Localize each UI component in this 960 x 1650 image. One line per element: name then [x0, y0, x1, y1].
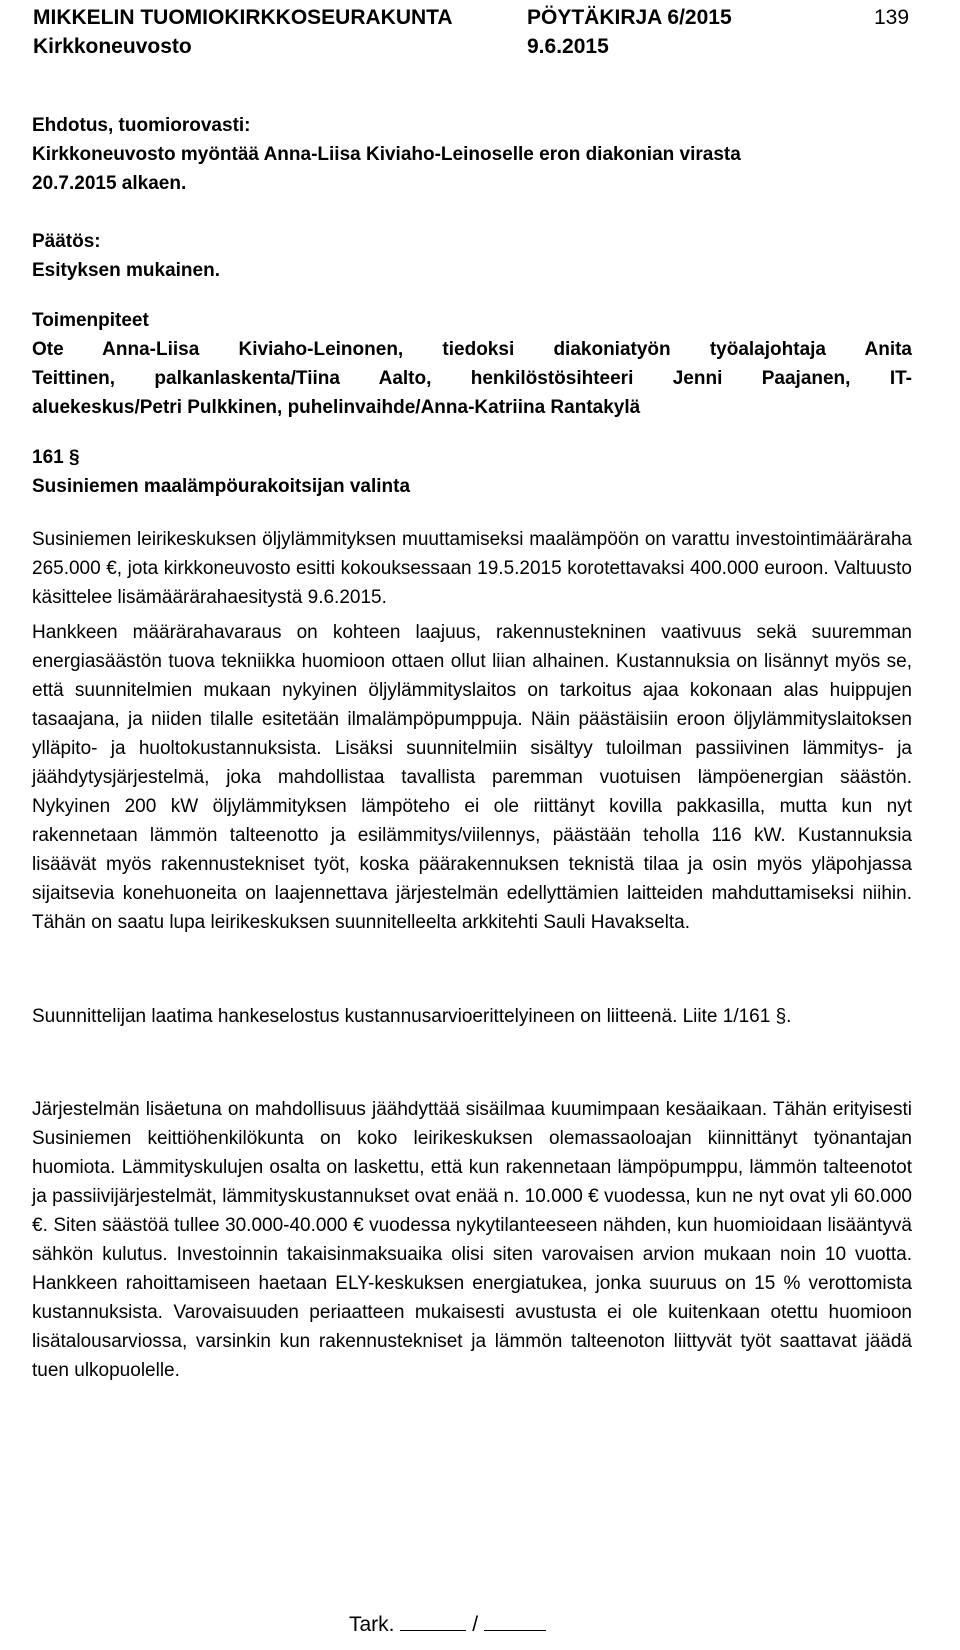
- paragraph-text: Suunnittelijan laatima hankeselostus kustannusarvioerittelyineen on liitteenä. Liite 1/161 §.: [32, 1006, 792, 1027]
- review-signature-line: [349, 1610, 546, 1638]
- actions-heading: Toimenpiteet: [32, 310, 149, 331]
- decision-block: [32, 227, 912, 285]
- body-paragraph-3: [32, 1002, 912, 1031]
- body-paragraph-4: [32, 1095, 912, 1385]
- reviewer-blank-1: [400, 1610, 466, 1631]
- reviewer-blank-2: [484, 1610, 546, 1631]
- proposal-text-line-1: Kirkkoneuvosto myöntää Anna-Liisa Kiviaho-Leinoselle eron diakonian virasta: [32, 144, 741, 165]
- actions-block: [32, 306, 912, 422]
- section-number: 161 §: [32, 447, 80, 468]
- header-organization: MIKKELIN TUOMIOKIRKKOSEURAKUNTA: [33, 6, 453, 29]
- proposal-text-line-2: 20.7.2015 alkaen.: [32, 173, 187, 194]
- body-paragraph-2: [32, 618, 912, 937]
- proposal-heading: Ehdotus, tuomiorovasti:: [32, 115, 251, 136]
- actions-line-3: aluekeskus/Petri Pulkkinen, puhelinvaihde/Anna-Katriina Rantakylä: [32, 397, 641, 418]
- paragraph-text: Susiniemen leirikeskuksen öljylämmityksen muuttamiseksi maalämpöön on varattu investointimääräraha 265.000 €, jota kirkkoneuvosto esitti kokouksessaan 19.5.2015 korotettavaksi 400.000 euroon. Valtuusto käsittelee lisämäärärahaesitystä 9.6.2015.: [32, 529, 912, 608]
- actions-line-2: Teittinen, palkanlaskenta/Tiina Aalto, henkilöstösihteeri Jenni Paajanen, IT-: [32, 368, 912, 389]
- header-governing-body: Kirkkoneuvosto: [33, 35, 192, 58]
- actions-line-1: Ote Anna-Liisa Kiviaho-Leinonen, tiedoksi diakoniatyön työalajohtaja Anita: [32, 339, 912, 360]
- header-document-id: PÖYTÄKIRJA 6/2015: [527, 6, 732, 29]
- decision-text: Esityksen mukainen.: [32, 260, 220, 281]
- proposal-block: [32, 111, 912, 198]
- paragraph-text: Järjestelmän lisäetuna on mahdollisuus jäähdyttää sisäilmaa kuumimpaan kesäaikaan. Tähän erityisesti Susiniemen keittiöhenkilökunta on koko leirikeskuksen olemassaoloajan kiinnittänyt työnantajan huomiota. Lämmityskulujen osalta on laskettu, että kun rakennetaan lämpöpumppu, lämmön talteenotot ja passiivijärjestelmät, lämmityskustannukset ovat enää n. 10.000 € vuodessa, kun ne nyt ovat yli 60.000 €. Siten säästöä tullee 30.000-40.000 € vuodessa nykytilanteeseen nähden, kun huomioidaan lisääntyvä sähkön kulutus. Investoinnin takaisinmaksuaika olisi siten varovaisen arvion mukaan noin 10 vuotta. Hankkeen rahoittamiseen haetaan ELY-keskuksen energiatukea, jonka suuruus on 15 % verottomista kustannuksista. Varovaisuuden periaatteen mukaisesti avustusta ei ole kuitenkaan otettu huomioon lisätalousarviossa, varsinkin kun rakennustekniset ja lämmön talteenoton liittyvät työt saattavat jäädä tuen ulkopuolelle.: [32, 1099, 912, 1381]
- paragraph-text: Hankkeen määrärahavaraus on kohteen laajuus, rakennustekninen vaativuus sekä suuremman energiasäästön tuova tekniikka huomioon ottaen ollut liian alhainen. Kustannuksia on lisännyt myös se, että suunnitelmien mukaan nykyinen öljylämmityslaitos on tarkoitus ajaa kokonaan alas huippujen tasaajana, ja niiden tilalle esitetään ilmalämpöpumppuja. Näin päästäisiin eroon öljylämmityslaitoksen ylläpito- ja huoltokustannuksista. Lisäksi suunnitelmiin sisältyy tuloilman passiivinen lämmitys- ja jäähdytysjärjestelmä, joka mahdollistaa tavallista paremman vuotuisen lämpöenergian säästön. Nykyinen 200 kW öljylämmityksen lämpöteho ei ole riittänyt kovilla pakkasilla, mutta kun nyt rakennetaan lämmön talteenotto ja esilämmitys/viilennys, päästään teholla 116 kW. Kustannuksia lisäävät myös rakennustekniset työt, koska päärakennuksen teknistä tilaa ja osin myös yläpohjassa sijaitsevia konehuoneita on laajennettava järjestelmän edellyttämien laitteiden mahduttamiseksi niihin. Tähän on saatu lupa leirikeskuksen suunnitelleelta arkkitehti Sauli Havakselta.: [32, 622, 912, 933]
- header-date: 9.6.2015: [527, 35, 609, 58]
- section-title: Susiniemen maalämpöurakoitsijan valinta: [32, 476, 411, 497]
- review-separator: /: [472, 1613, 479, 1636]
- review-label: Tark.: [349, 1613, 395, 1636]
- header-page-number: 139: [874, 6, 910, 29]
- section-header: [32, 443, 912, 501]
- decision-heading: Päätös:: [32, 231, 101, 252]
- body-paragraph-1: [32, 525, 912, 612]
